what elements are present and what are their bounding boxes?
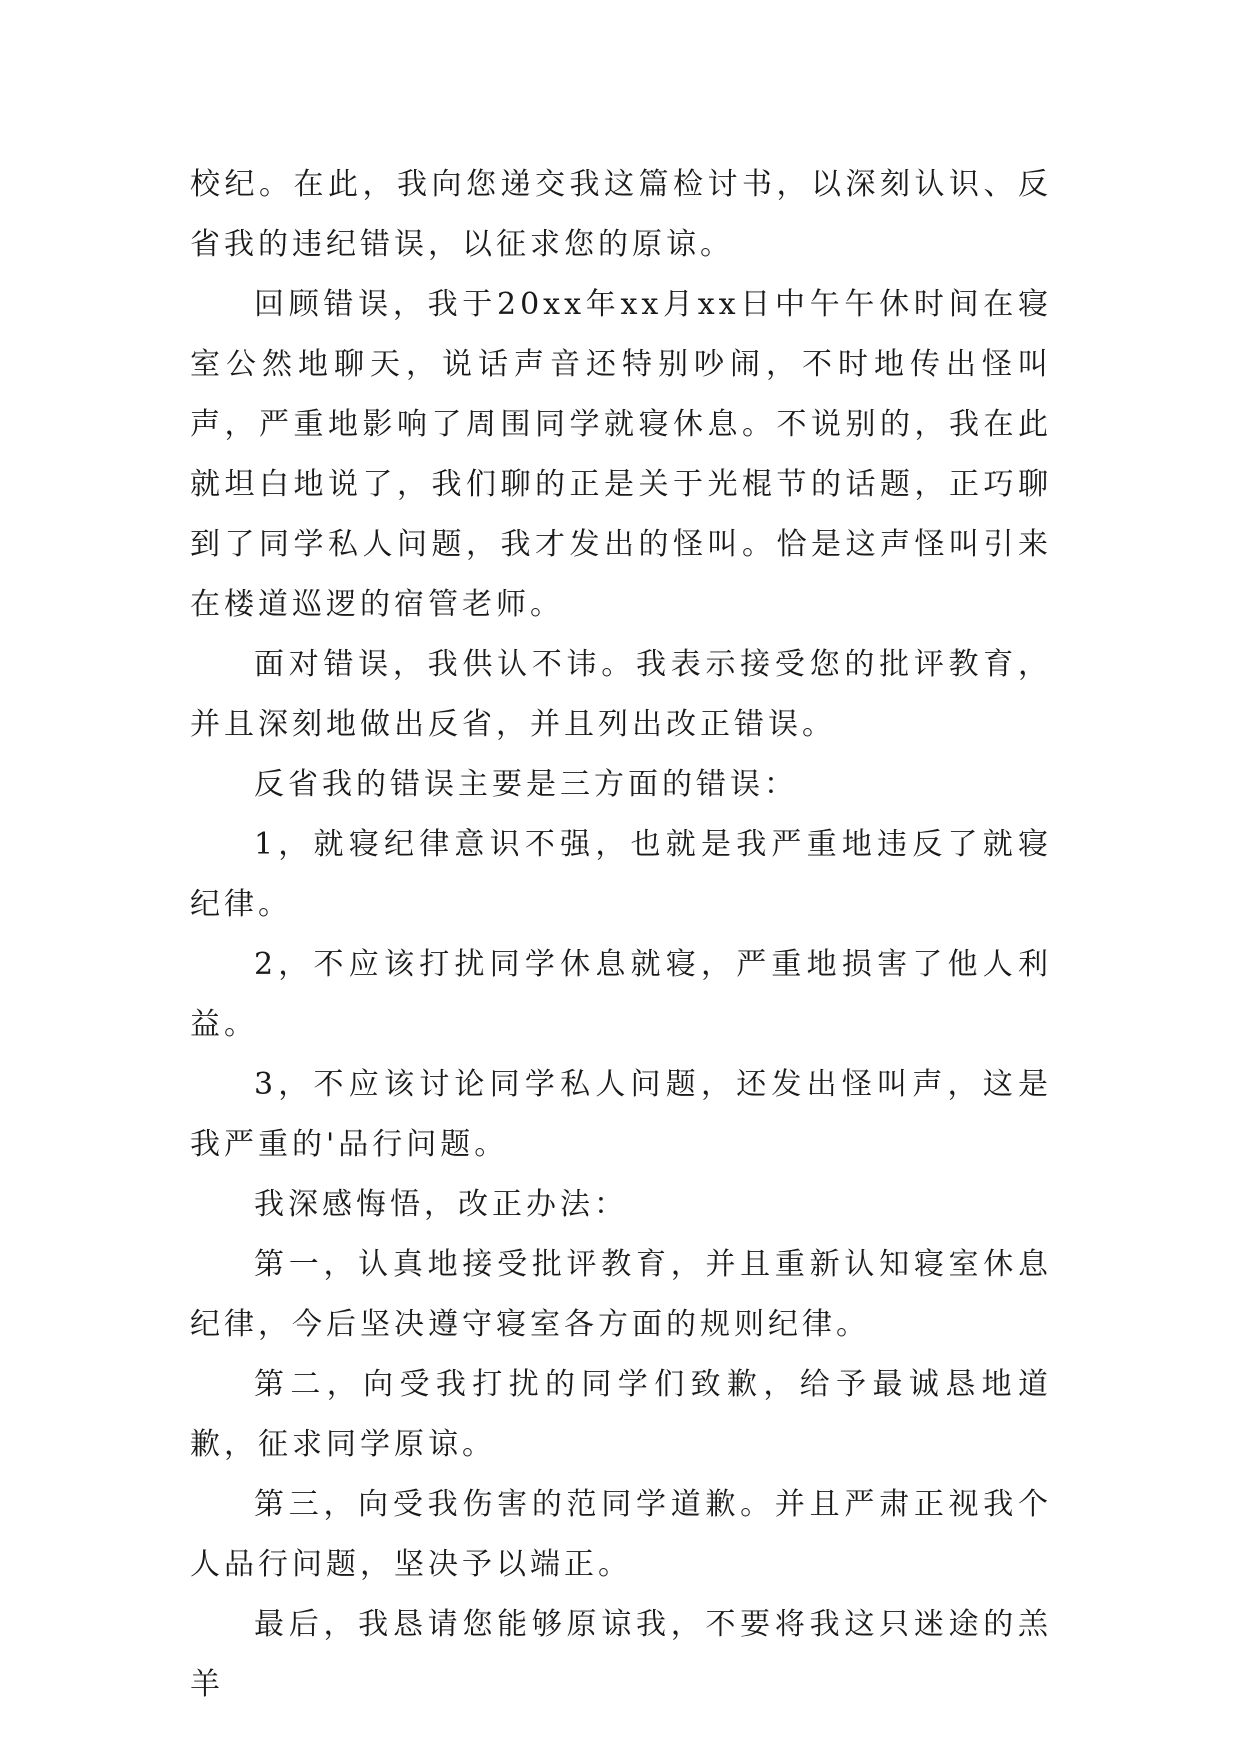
paragraph-reflection-intro: 反省我的错误主要是三方面的错误：: [254, 767, 798, 802]
paragraph-recounting-mistake: 回顾错误，我于20xx年xx月xx日中午午休时间在寝室公然地聊天，说话声音还特别吵闹，不时地传出怪叫声，严重地影响了周围同学就寝休息。不说别的，我在此就坦白地说了，我们聊的正是关于光棍节的话题，正巧聊到了同学私人问题，我才发出的怪叫。恰是这声怪叫引来在楼道巡逻的宿管老师。: [190, 287, 1052, 622]
paragraph-mistake-3: 3，不应该讨论同学私人问题，还发出怪叫声，这是我严重的'品行问题。: [190, 1067, 1052, 1162]
paragraph-remedy-intro: 我深感悔悟，改正办法：: [254, 1187, 628, 1222]
paragraph-mistake-2: 2，不应该打扰同学休息就寝，严重地损害了他人利益。: [190, 947, 1052, 1042]
paragraph-opening-continuation: 校纪。在此，我向您递交我这篇检讨书，以深刻认识、反省我的违纪错误，以征求您的原谅。: [190, 167, 1052, 262]
paragraph-remedy-3: 第三，向受我伤害的范同学道歉。并且严肃正视我个人品行问题，坚决予以端正。: [190, 1487, 1052, 1582]
paragraph-remedy-1: 第一，认真地接受批评教育，并且重新认知寝室休息纪律，今后坚决遵守寝室各方面的规则纪律。: [190, 1247, 1052, 1342]
paragraph-admission: 面对错误，我供认不讳。我表示接受您的批评教育，并且深刻地做出反省，并且列出改正错误。: [190, 647, 1052, 742]
paragraph-remedy-2: 第二，向受我打扰的同学们致歉，给予最诚恳地道歉，征求同学原谅。: [190, 1367, 1052, 1462]
paragraph-mistake-1: 1，就寝纪律意识不强，也就是我严重地违反了就寝纪律。: [190, 827, 1052, 922]
letter-body: [190, 155, 1052, 1715]
paragraph-closing: 最后，我恳请您能够原谅我，不要将我这只迷途的羔羊: [190, 1607, 1052, 1702]
